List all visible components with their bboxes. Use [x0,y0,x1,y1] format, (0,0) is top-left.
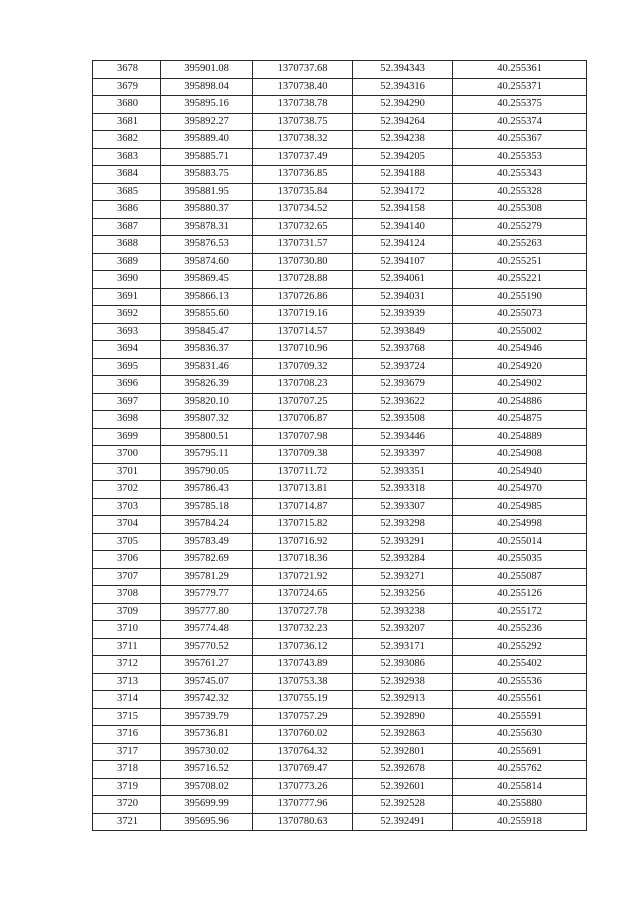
longitude-cell: 40.255561 [453,691,587,709]
latitude-cell: 52.393351 [353,463,453,481]
point-number-cell: 3712 [93,656,161,674]
y-coordinate-cell: 1370711.72 [253,463,353,481]
point-number-cell: 3697 [93,393,161,411]
x-coordinate-cell: 395876.53 [161,236,253,254]
latitude-cell: 52.392601 [353,778,453,796]
x-coordinate-cell: 395898.04 [161,78,253,96]
longitude-cell: 40.255591 [453,708,587,726]
x-coordinate-cell: 395739.79 [161,708,253,726]
latitude-cell: 52.394140 [353,218,453,236]
longitude-cell: 40.255361 [453,61,587,79]
x-coordinate-cell: 395784.24 [161,516,253,534]
y-coordinate-cell: 1370707.98 [253,428,353,446]
point-number-cell: 3711 [93,638,161,656]
point-number-cell: 3703 [93,498,161,516]
latitude-cell: 52.393446 [353,428,453,446]
y-coordinate-cell: 1370738.32 [253,131,353,149]
x-coordinate-cell: 395785.18 [161,498,253,516]
point-number-cell: 3691 [93,288,161,306]
x-coordinate-cell: 395869.45 [161,271,253,289]
y-coordinate-cell: 1370714.57 [253,323,353,341]
point-number-cell: 3698 [93,411,161,429]
y-coordinate-cell: 1370737.49 [253,148,353,166]
x-coordinate-cell: 395761.27 [161,656,253,674]
table-row [93,446,587,464]
latitude-cell: 52.394188 [353,166,453,184]
table-row [93,568,587,586]
x-coordinate-cell: 395790.05 [161,463,253,481]
table-row [93,201,587,219]
table-row [93,761,587,779]
longitude-cell: 40.255918 [453,813,587,831]
point-number-cell: 3716 [93,726,161,744]
longitude-cell: 40.255190 [453,288,587,306]
x-coordinate-cell: 395774.48 [161,621,253,639]
y-coordinate-cell: 1370707.25 [253,393,353,411]
x-coordinate-cell: 395889.40 [161,131,253,149]
y-coordinate-cell: 1370719.16 [253,306,353,324]
y-coordinate-cell: 1370773.26 [253,778,353,796]
latitude-cell: 52.394264 [353,113,453,131]
table-row [93,673,587,691]
x-coordinate-cell: 395831.46 [161,358,253,376]
point-number-cell: 3690 [93,271,161,289]
table-row [93,726,587,744]
table-row [93,183,587,201]
table-row [93,498,587,516]
y-coordinate-cell: 1370724.65 [253,586,353,604]
x-coordinate-cell: 395716.52 [161,761,253,779]
point-number-cell: 3720 [93,796,161,814]
table-row [93,61,587,79]
point-number-cell: 3709 [93,603,161,621]
x-coordinate-cell: 395745.07 [161,673,253,691]
longitude-cell: 40.255762 [453,761,587,779]
x-coordinate-cell: 395777.80 [161,603,253,621]
latitude-cell: 52.393086 [353,656,453,674]
longitude-cell: 40.254998 [453,516,587,534]
latitude-cell: 52.392890 [353,708,453,726]
longitude-cell: 40.254946 [453,341,587,359]
point-number-cell: 3705 [93,533,161,551]
y-coordinate-cell: 1370777.96 [253,796,353,814]
table-row [93,533,587,551]
y-coordinate-cell: 1370732.23 [253,621,353,639]
table-row [93,691,587,709]
point-number-cell: 3710 [93,621,161,639]
y-coordinate-cell: 1370716.92 [253,533,353,551]
x-coordinate-cell: 395783.49 [161,533,253,551]
x-coordinate-cell: 395826.39 [161,376,253,394]
table-row [93,586,587,604]
table-row [93,603,587,621]
latitude-cell: 52.393622 [353,393,453,411]
coordinates-table-body [93,61,587,831]
table-row [93,743,587,761]
latitude-cell: 52.393207 [353,621,453,639]
latitude-cell: 52.392678 [353,761,453,779]
y-coordinate-cell: 1370732.65 [253,218,353,236]
table-row [93,778,587,796]
table-row [93,323,587,341]
latitude-cell: 52.394343 [353,61,453,79]
y-coordinate-cell: 1370728.88 [253,271,353,289]
point-number-cell: 3701 [93,463,161,481]
latitude-cell: 52.393284 [353,551,453,569]
x-coordinate-cell: 395695.96 [161,813,253,831]
longitude-cell: 40.255536 [453,673,587,691]
x-coordinate-cell: 395708.02 [161,778,253,796]
y-coordinate-cell: 1370715.82 [253,516,353,534]
y-coordinate-cell: 1370780.63 [253,813,353,831]
y-coordinate-cell: 1370727.78 [253,603,353,621]
longitude-cell: 40.254875 [453,411,587,429]
table-row [93,621,587,639]
table-row [93,551,587,569]
x-coordinate-cell: 395895.16 [161,96,253,114]
y-coordinate-cell: 1370736.85 [253,166,353,184]
table-row [93,393,587,411]
table-row [93,271,587,289]
longitude-cell: 40.255221 [453,271,587,289]
x-coordinate-cell: 395901.08 [161,61,253,79]
latitude-cell: 52.393256 [353,586,453,604]
table-row [93,218,587,236]
x-coordinate-cell: 395781.29 [161,568,253,586]
point-number-cell: 3685 [93,183,161,201]
longitude-cell: 40.255402 [453,656,587,674]
y-coordinate-cell: 1370718.36 [253,551,353,569]
y-coordinate-cell: 1370769.47 [253,761,353,779]
latitude-cell: 52.394031 [353,288,453,306]
point-number-cell: 3702 [93,481,161,499]
y-coordinate-cell: 1370753.38 [253,673,353,691]
point-number-cell: 3682 [93,131,161,149]
longitude-cell: 40.255308 [453,201,587,219]
point-number-cell: 3692 [93,306,161,324]
x-coordinate-cell: 395786.43 [161,481,253,499]
latitude-cell: 52.392863 [353,726,453,744]
longitude-cell: 40.255374 [453,113,587,131]
y-coordinate-cell: 1370710.96 [253,341,353,359]
y-coordinate-cell: 1370737.68 [253,61,353,79]
latitude-cell: 52.393397 [353,446,453,464]
y-coordinate-cell: 1370731.57 [253,236,353,254]
table-row [93,481,587,499]
table-row [93,166,587,184]
point-number-cell: 3713 [93,673,161,691]
x-coordinate-cell: 395874.60 [161,253,253,271]
y-coordinate-cell: 1370735.84 [253,183,353,201]
x-coordinate-cell: 395836.37 [161,341,253,359]
point-number-cell: 3687 [93,218,161,236]
y-coordinate-cell: 1370713.81 [253,481,353,499]
y-coordinate-cell: 1370736.12 [253,638,353,656]
x-coordinate-cell: 395866.13 [161,288,253,306]
point-number-cell: 3699 [93,428,161,446]
x-coordinate-cell: 395892.27 [161,113,253,131]
table-row [93,638,587,656]
point-number-cell: 3680 [93,96,161,114]
latitude-cell: 52.393724 [353,358,453,376]
point-number-cell: 3704 [93,516,161,534]
longitude-cell: 40.255630 [453,726,587,744]
latitude-cell: 52.394290 [353,96,453,114]
x-coordinate-cell: 395883.75 [161,166,253,184]
longitude-cell: 40.255375 [453,96,587,114]
latitude-cell: 52.393307 [353,498,453,516]
x-coordinate-cell: 395742.32 [161,691,253,709]
table-row [93,796,587,814]
point-number-cell: 3708 [93,586,161,604]
x-coordinate-cell: 395770.52 [161,638,253,656]
point-number-cell: 3688 [93,236,161,254]
table-row [93,428,587,446]
latitude-cell: 52.394238 [353,131,453,149]
latitude-cell: 52.393171 [353,638,453,656]
latitude-cell: 52.392491 [353,813,453,831]
longitude-cell: 40.255087 [453,568,587,586]
longitude-cell: 40.255073 [453,306,587,324]
y-coordinate-cell: 1370721.92 [253,568,353,586]
point-number-cell: 3695 [93,358,161,376]
table-row [93,708,587,726]
table-row [93,358,587,376]
y-coordinate-cell: 1370708.23 [253,376,353,394]
latitude-cell: 52.393238 [353,603,453,621]
latitude-cell: 52.394061 [353,271,453,289]
latitude-cell: 52.392938 [353,673,453,691]
y-coordinate-cell: 1370738.78 [253,96,353,114]
latitude-cell: 52.393271 [353,568,453,586]
point-number-cell: 3718 [93,761,161,779]
x-coordinate-cell: 395845.47 [161,323,253,341]
y-coordinate-cell: 1370755.19 [253,691,353,709]
point-number-cell: 3681 [93,113,161,131]
point-number-cell: 3719 [93,778,161,796]
x-coordinate-cell: 395820.10 [161,393,253,411]
latitude-cell: 52.394205 [353,148,453,166]
longitude-cell: 40.254985 [453,498,587,516]
table-row [93,813,587,831]
latitude-cell: 52.393508 [353,411,453,429]
x-coordinate-cell: 395800.51 [161,428,253,446]
latitude-cell: 52.393298 [353,516,453,534]
longitude-cell: 40.255814 [453,778,587,796]
x-coordinate-cell: 395881.95 [161,183,253,201]
x-coordinate-cell: 395880.37 [161,201,253,219]
longitude-cell: 40.255014 [453,533,587,551]
latitude-cell: 52.393291 [353,533,453,551]
table-row [93,96,587,114]
table-row [93,411,587,429]
table-row [93,516,587,534]
point-number-cell: 3715 [93,708,161,726]
longitude-cell: 40.255263 [453,236,587,254]
longitude-cell: 40.254920 [453,358,587,376]
longitude-cell: 40.255371 [453,78,587,96]
y-coordinate-cell: 1370757.29 [253,708,353,726]
longitude-cell: 40.255002 [453,323,587,341]
table-row [93,376,587,394]
y-coordinate-cell: 1370738.40 [253,78,353,96]
x-coordinate-cell: 395779.77 [161,586,253,604]
table-row [93,253,587,271]
point-number-cell: 3683 [93,148,161,166]
x-coordinate-cell: 395807.32 [161,411,253,429]
longitude-cell: 40.255292 [453,638,587,656]
longitude-cell: 40.255035 [453,551,587,569]
longitude-cell: 40.254889 [453,428,587,446]
latitude-cell: 52.393318 [353,481,453,499]
table-row [93,341,587,359]
y-coordinate-cell: 1370706.87 [253,411,353,429]
point-number-cell: 3686 [93,201,161,219]
latitude-cell: 52.393768 [353,341,453,359]
y-coordinate-cell: 1370709.38 [253,446,353,464]
point-number-cell: 3700 [93,446,161,464]
y-coordinate-cell: 1370730.80 [253,253,353,271]
point-number-cell: 3696 [93,376,161,394]
point-number-cell: 3721 [93,813,161,831]
longitude-cell: 40.255328 [453,183,587,201]
longitude-cell: 40.254970 [453,481,587,499]
y-coordinate-cell: 1370734.52 [253,201,353,219]
x-coordinate-cell: 395730.02 [161,743,253,761]
latitude-cell: 52.394158 [353,201,453,219]
longitude-cell: 40.255236 [453,621,587,639]
point-number-cell: 3707 [93,568,161,586]
point-number-cell: 3678 [93,61,161,79]
longitude-cell: 40.254902 [453,376,587,394]
longitude-cell: 40.255343 [453,166,587,184]
y-coordinate-cell: 1370738.75 [253,113,353,131]
latitude-cell: 52.393849 [353,323,453,341]
latitude-cell: 52.392528 [353,796,453,814]
table-row [93,131,587,149]
longitude-cell: 40.255353 [453,148,587,166]
y-coordinate-cell: 1370760.02 [253,726,353,744]
table-row [93,306,587,324]
y-coordinate-cell: 1370709.32 [253,358,353,376]
x-coordinate-cell: 395699.99 [161,796,253,814]
longitude-cell: 40.254886 [453,393,587,411]
table-row [93,148,587,166]
x-coordinate-cell: 395782.69 [161,551,253,569]
latitude-cell: 52.393939 [353,306,453,324]
longitude-cell: 40.255172 [453,603,587,621]
point-number-cell: 3717 [93,743,161,761]
y-coordinate-cell: 1370726.86 [253,288,353,306]
point-number-cell: 3684 [93,166,161,184]
y-coordinate-cell: 1370714.87 [253,498,353,516]
latitude-cell: 52.392913 [353,691,453,709]
latitude-cell: 52.394316 [353,78,453,96]
latitude-cell: 52.392801 [353,743,453,761]
longitude-cell: 40.255279 [453,218,587,236]
longitude-cell: 40.255251 [453,253,587,271]
table-row [93,236,587,254]
coordinates-table [92,60,587,831]
latitude-cell: 52.394124 [353,236,453,254]
table-row [93,288,587,306]
table-row [93,113,587,131]
x-coordinate-cell: 395885.71 [161,148,253,166]
x-coordinate-cell: 395795.11 [161,446,253,464]
latitude-cell: 52.393679 [353,376,453,394]
y-coordinate-cell: 1370764.32 [253,743,353,761]
latitude-cell: 52.394107 [353,253,453,271]
longitude-cell: 40.254908 [453,446,587,464]
longitude-cell: 40.254940 [453,463,587,481]
point-number-cell: 3694 [93,341,161,359]
longitude-cell: 40.255126 [453,586,587,604]
point-number-cell: 3689 [93,253,161,271]
x-coordinate-cell: 395736.81 [161,726,253,744]
table-row [93,78,587,96]
table-row [93,656,587,674]
longitude-cell: 40.255691 [453,743,587,761]
longitude-cell: 40.255367 [453,131,587,149]
point-number-cell: 3679 [93,78,161,96]
latitude-cell: 52.394172 [353,183,453,201]
point-number-cell: 3714 [93,691,161,709]
x-coordinate-cell: 395878.31 [161,218,253,236]
point-number-cell: 3706 [93,551,161,569]
x-coordinate-cell: 395855.60 [161,306,253,324]
longitude-cell: 40.255880 [453,796,587,814]
y-coordinate-cell: 1370743.89 [253,656,353,674]
point-number-cell: 3693 [93,323,161,341]
table-row [93,463,587,481]
